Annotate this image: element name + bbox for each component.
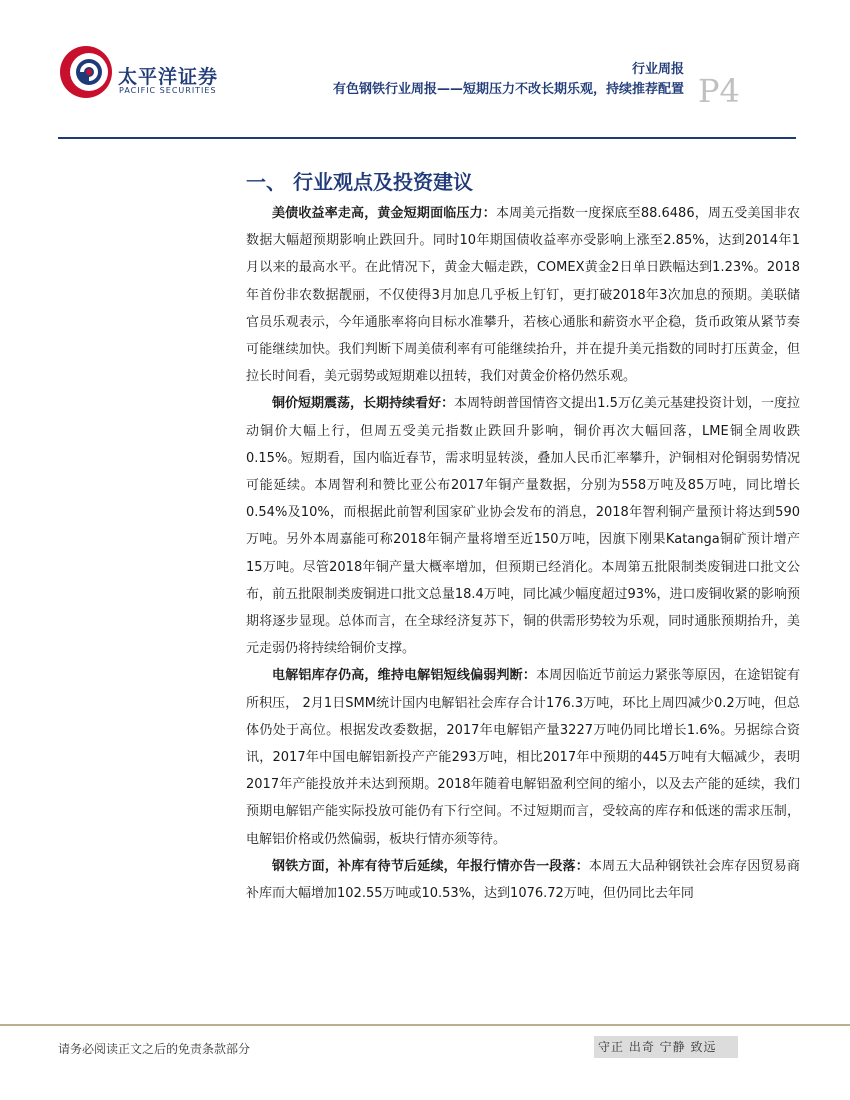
paragraph-heading: 铜价短期震荡，长期持续看好：	[272, 396, 455, 412]
report-title: 有色钢铁行业周报——短期压力不改长期乐观，持续推荐配置	[332, 82, 684, 97]
report-type: 行业周报	[631, 62, 684, 77]
paragraph-aluminum	[246, 662, 800, 852]
footer-motto: 守正 出奇 宁静 致远	[594, 1036, 738, 1058]
footer-divider	[0, 1024, 850, 1026]
paragraph-heading: 电解铝库存仍高，维持电解铝短线偏弱判断：	[272, 668, 537, 684]
paragraph-body: 本周特朗普国情咨文提出1.5万亿美元基建投资计划，一度拉动铜价大幅上行，但周五受美元指数止跌回升影响，铜价再次大幅回落，LME铜全周收跌0.15%。短期看，国内临近春节，需求明显转淡，叠加人民币汇率攀升，沪铜相对伦铜弱势情况可能延续。本周智利和赞比亚公布2017年铜产量数据，分别为558万吨及85万吨，同比增长0.54%及10%，而根据此前智利国家矿业协会发布的消息，2018年智利铜产量预计将达到590万吨。另外本周嘉能可称2018年铜产量将增至近150万吨，因旗下刚果Katanga铜矿预计增产15万吨。尽管2018年铜产量大概率增加，但预期已经消化。本周第五批限制类废铜进口批文公布，前五批限制类废铜进口批文总量18.4万吨，同比减少幅度超过93%，进口废铜收紧的影响预期将逐步显现。总体而言，在全球经济复苏下，铜的供需形势较为乐观，同时通胀预期抬升，美元走弱仍将持续给铜价支撑。	[246, 396, 800, 657]
report-body	[246, 200, 800, 907]
header-divider	[58, 137, 796, 139]
paragraph-gold	[246, 200, 800, 390]
pacific-securities-logo-icon	[58, 44, 114, 100]
logo-company-name: 太平洋证券	[118, 66, 219, 88]
page-number: P4	[698, 72, 740, 110]
page-header	[0, 0, 850, 140]
section-title: 一、 行业观点及投资建议	[246, 170, 473, 194]
paragraph-body: 本周因临近节前运力紧张等原因，在途铝锭有所积压， 2月1日SMM统计国内电解铝社会库存合计176.3万吨，环比上周四减少0.2万吨，但总体仍处于高位。根据发改委数据，2017年电解铝产量3227万吨仍同比增长1.6%。另据综合资讯，2017年中国电解铝新投产产能293万吨，相比2017年中预期的445万吨有大幅减少，表明2017年产能投放并未达到预期。2018年随着电解铝盈利空间的缩小，以及去产能的延续，我们预期电解铝产能实际投放可能仍有下行空间。不过短期而言，受较高的库存和低迷的需求压制，电解铝价格或仍然偏弱，板块行情亦须等待。	[246, 668, 800, 847]
paragraph-body: 本周美元指数一度探底至88.6486，周五受美国非农数据大幅超预期影响止跌回升。同时10年期国债收益率亦受影响上涨至2.85%，达到2014年1月以来的最高水平。在此情况下，黄金大幅走跌，COMEX黄金2日单日跌幅达到1.23%。2018年首份非农数据靓丽，不仅使得3月加息几乎板上钉钉，更打破2018年3次加息的预期。美联储官员乐观表示，今年通胀率将向目标水准攀升，若核心通胀和薪资水平企稳，货币政策从紧节奏可能继续加快。我们判断下周美债利率有可能继续抬升，并在提升美元指数的同时打压黄金，但拉长时间看，美元弱势或短期难以扭转，我们对黄金价格仍然乐观。	[246, 206, 800, 385]
paragraph-heading: 美债收益率走高，黄金短期面临压力：	[272, 206, 496, 221]
logo-company-name-en: PACIFIC SECURITIES	[119, 86, 217, 95]
paragraph-copper	[246, 390, 800, 662]
paragraph-body: 本周五大品种钢铁社会库存因贸易商补库而大幅增加102.55万吨或10.53%，达到1076.72万吨，但仍同比去年同	[246, 858, 800, 902]
paragraph-steel	[246, 853, 800, 907]
footer-disclaimer: 请务必阅读正文之后的免责条款部分	[58, 1042, 251, 1056]
paragraph-heading: 钢铁方面，补库有待节后延续，年报行情亦告一段落：	[272, 858, 589, 874]
